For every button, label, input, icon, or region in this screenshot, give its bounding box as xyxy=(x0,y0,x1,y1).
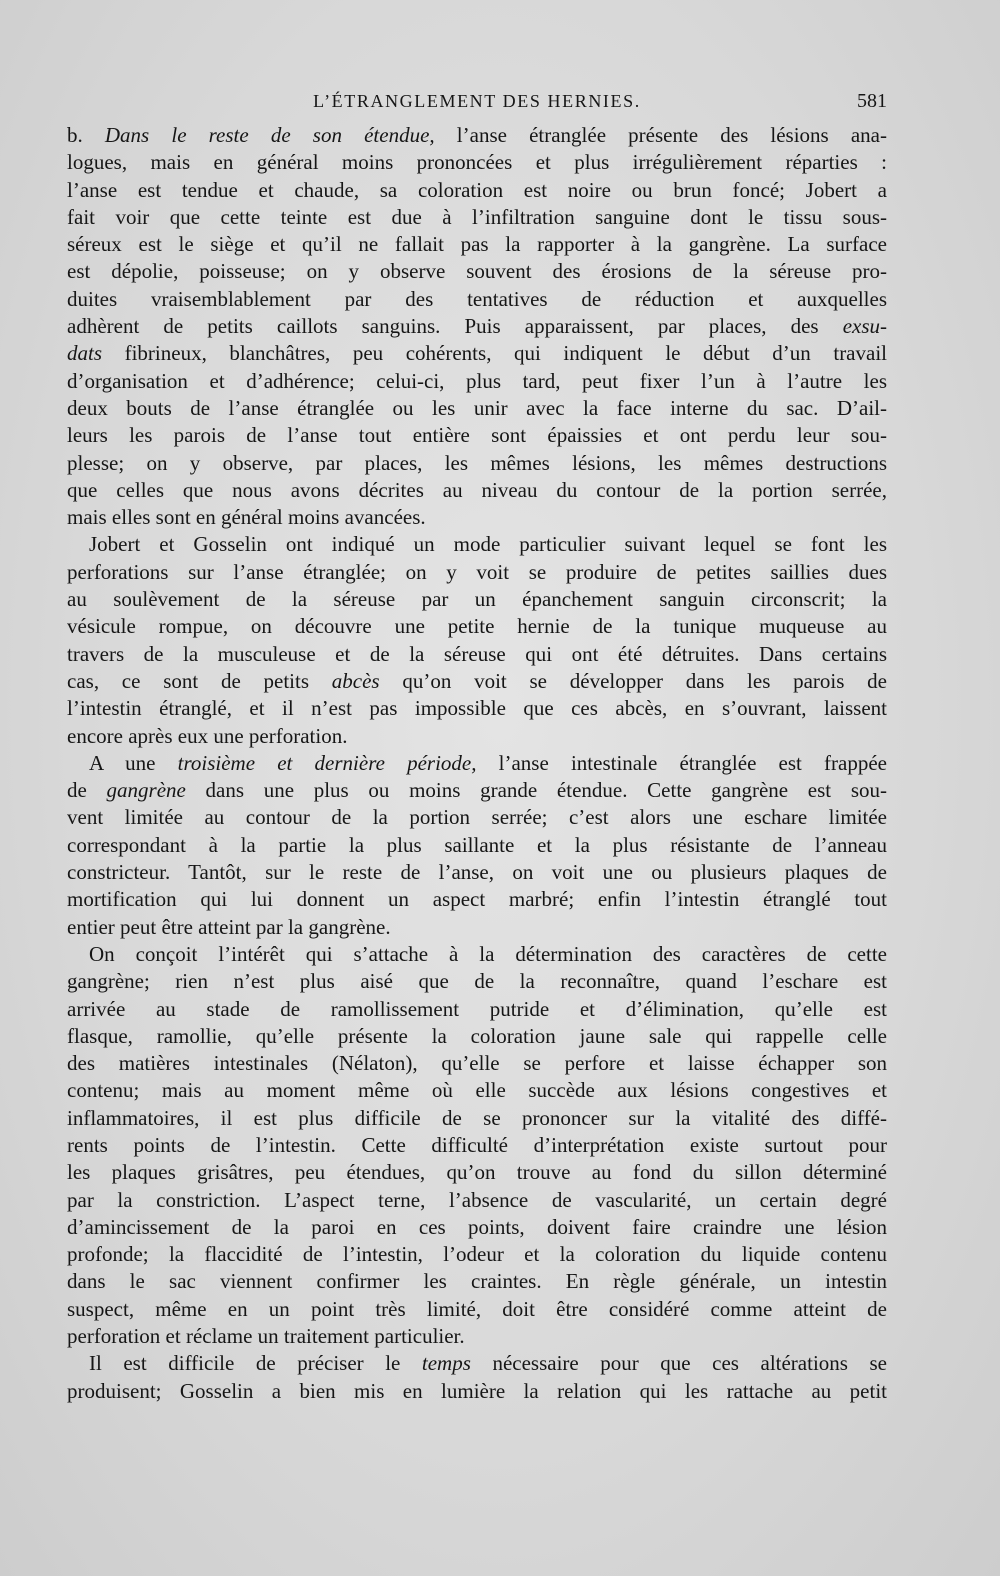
text-line xyxy=(67,968,887,995)
text-line xyxy=(67,477,887,504)
italic-run: gangrène xyxy=(106,778,186,803)
text-line xyxy=(67,1296,887,1323)
paragraph xyxy=(67,750,887,941)
italic-run: temps xyxy=(421,1351,471,1376)
text-run: est dépolie, poisseuse; on y observe souvent des érosions de la séreuse pro- xyxy=(67,259,887,284)
text-line xyxy=(67,122,887,149)
text-line xyxy=(67,1159,887,1186)
text-line xyxy=(67,859,887,886)
text-run: les plaques grisâtres, peu étendues, qu’on trouve au fond du sillon déterminé xyxy=(67,1160,887,1185)
text-line xyxy=(67,1323,887,1350)
text-run: d’organisation et d’adhérence; celui-ci, plus tard, peut fixer l’un à l’autre les xyxy=(67,368,887,393)
text-line xyxy=(67,395,887,422)
text-line xyxy=(67,1378,887,1405)
text-run: deux bouts de l’anse étranglée ou les unir avec la face interne du sac. D’ail- xyxy=(67,395,887,420)
text-line xyxy=(67,504,887,531)
text-line xyxy=(67,204,887,231)
text-run: flasque, ramollie, qu’elle présente la coloration jaune sale qui rappelle celle xyxy=(67,1023,887,1048)
text-run: constricteur. Tantôt, sur le reste de l’anse, on voit une ou plusieurs plaques de xyxy=(67,860,887,885)
text-run: qu’on voit se développer dans les parois de xyxy=(379,668,887,693)
text-run: travers de la musculeuse et de la séreuse qui ont été détruites. Dans certains xyxy=(67,641,887,666)
text-run: adhèrent de petits caillots sanguins. Puis apparaissent, par places, des xyxy=(67,314,843,339)
text-run: rents points de l’intestin. Cette difficulté d’interprétation existe surtout pour xyxy=(67,1132,887,1157)
text-line xyxy=(67,723,887,750)
italic-run: exsu- xyxy=(842,314,887,339)
text-run: Jobert et Gosselin ont indiqué un mode particulier suivant lequel se font les xyxy=(89,532,887,557)
paragraph xyxy=(67,122,887,531)
text-run: logues, mais en général moins prononcées et plus irrégulièrement réparties : xyxy=(67,150,887,175)
text-run: gangrène; rien n’est plus aisé que de la reconnaître, quand l’eschare est xyxy=(67,969,887,994)
paragraph xyxy=(67,941,887,1350)
text-run: séreux est le siège et qu’il ne fallait pas la rapporter à la gangrène. La surface xyxy=(67,232,887,257)
text-line xyxy=(67,1187,887,1214)
text-run: des matières intestinales (Nélaton), qu’elle se perfore et laisse échapper son xyxy=(67,1051,887,1076)
text-run: A une xyxy=(89,750,178,775)
text-line xyxy=(67,422,887,449)
text-line xyxy=(67,368,887,395)
text-run: entier peut être atteint par la gangrène. xyxy=(67,914,391,939)
text-line xyxy=(67,1077,887,1104)
text-run: dans une plus ou moins grande étendue. Cette gangrène est sou- xyxy=(185,778,887,803)
text-run: inflammatoires, il est plus difficile de se prononcer sur la vitalité des diffé- xyxy=(67,1105,887,1130)
text-run: plesse; on y observe, par places, les mêmes lésions, les mêmes destructions xyxy=(67,450,887,475)
text-run: perforation et réclame un traitement particulier. xyxy=(67,1324,465,1349)
paragraph xyxy=(67,1350,887,1405)
paragraph xyxy=(67,531,887,749)
text-line xyxy=(67,531,887,558)
text-line xyxy=(67,586,887,613)
text-run: mais elles sont en général moins avancées. xyxy=(67,505,426,530)
text-run: vésicule rompue, on découvre une petite hernie de la tunique muqueuse au xyxy=(67,614,887,639)
text-run: profonde; la flaccidité de l’intestin, l’odeur et la coloration du liquide contenu xyxy=(67,1242,887,1267)
page-number: 581 xyxy=(857,90,887,112)
text-line xyxy=(67,695,887,722)
text-run: que celles que nous avons décrites au niveau du contour de la portion serrée, xyxy=(67,477,887,502)
text-run: On conçoit l’intérêt qui s’attache à la détermination des caractères de cette xyxy=(89,941,887,966)
text-line xyxy=(67,750,887,777)
text-run: au soulèvement de la séreuse par un épanchement sanguin circonscrit; la xyxy=(67,587,887,612)
text-run: l’anse intestinale étranglée est frappée xyxy=(476,750,887,775)
text-run: nécessaire pour que ces altérations se xyxy=(470,1351,887,1376)
text-line xyxy=(67,559,887,586)
text-line xyxy=(67,231,887,258)
text-line xyxy=(67,149,887,176)
text-run: mortification qui lui donnent un aspect marbré; enfin l’intestin étranglé tout xyxy=(67,887,887,912)
text-line xyxy=(67,941,887,968)
text-run: fait voir que cette teinte est due à l’infiltration sanguine dont le tissu sous- xyxy=(67,204,887,229)
text-run: perforations sur l’anse étranglée; on y voit se produire de petites saillies dues xyxy=(67,559,887,584)
text-line xyxy=(67,668,887,695)
text-line xyxy=(67,1105,887,1132)
text-line xyxy=(67,613,887,640)
text-run: dans le sac viennent confirmer les craintes. En règle générale, un intestin xyxy=(67,1269,887,1294)
text-run: correspondant à la partie la plus saillante et la plus résistante de l’anneau xyxy=(67,832,887,857)
text-run: Il est difficile de préciser le xyxy=(89,1351,422,1376)
text-line xyxy=(67,258,887,285)
text-run: produisent; Gosselin a bien mis en lumière la relation qui les rattache au petit xyxy=(67,1378,887,1403)
italic-run: troisième et dernière période, xyxy=(177,750,477,775)
text-run: arrivée au stade de ramollissement putride et d’élimination, qu’elle est xyxy=(67,996,887,1021)
text-run: d’amincissement de la paroi en ces points, doivent faire craindre une lésion xyxy=(67,1214,887,1239)
italic-run: abcès xyxy=(331,668,380,693)
text-line xyxy=(67,1241,887,1268)
text-run: l’anse étranglée présente des lésions ana- xyxy=(434,123,887,147)
text-line xyxy=(67,313,887,340)
text-run: encore après eux une perforation. xyxy=(67,723,348,748)
text-line xyxy=(67,914,887,941)
text-line xyxy=(67,1132,887,1159)
running-title: L’ÉTRANGLEMENT DES HERNIES. xyxy=(313,91,641,111)
text-run: b. xyxy=(67,123,105,147)
text-line xyxy=(67,340,887,367)
text-line xyxy=(67,804,887,831)
text-line xyxy=(67,286,887,313)
text-line xyxy=(67,1268,887,1295)
text-run: cas, ce sont de petits xyxy=(67,668,332,693)
italic-run: dats xyxy=(67,341,103,366)
text-run: leurs les parois de l’anse tout entière sont épaissies et ont perdu leur sou- xyxy=(67,423,887,448)
text-line xyxy=(67,1023,887,1050)
text-run: duites vraisemblablement par des tentatives de réduction et auxquelles xyxy=(67,286,887,311)
text-line xyxy=(67,1050,887,1077)
body-text xyxy=(67,122,887,1405)
text-line xyxy=(67,450,887,477)
text-line xyxy=(67,177,887,204)
text-line xyxy=(67,777,887,804)
text-line xyxy=(67,1350,887,1377)
italic-run: Dans le reste de son étendue, xyxy=(104,123,435,147)
text-run: contenu; mais au moment même où elle succède aux lésions congestives et xyxy=(67,1078,887,1103)
text-run: par la constriction. L’aspect terne, l’absence de vascularité, un certain degré xyxy=(67,1187,887,1212)
text-run: suspect, même en un point très limité, doit être considéré comme atteint de xyxy=(67,1296,887,1321)
text-run: l’intestin étranglé, et il n’est pas impossible que ces abcès, en s’ouvrant, laissent xyxy=(67,696,887,721)
text-line xyxy=(67,641,887,668)
text-line xyxy=(67,886,887,913)
text-run: fibrineux, blanchâtres, peu cohérents, qui indiquent le début d’un travail xyxy=(102,341,887,366)
text-run: de xyxy=(67,778,107,803)
running-head xyxy=(67,86,887,116)
text-line xyxy=(67,996,887,1023)
text-line xyxy=(67,1214,887,1241)
text-run: vent limitée au contour de la portion serrée; c’est alors une eschare limitée xyxy=(67,805,887,830)
text-run: l’anse est tendue et chaude, sa coloration est noire ou brun foncé; Jobert a xyxy=(67,177,887,202)
text-line xyxy=(67,832,887,859)
